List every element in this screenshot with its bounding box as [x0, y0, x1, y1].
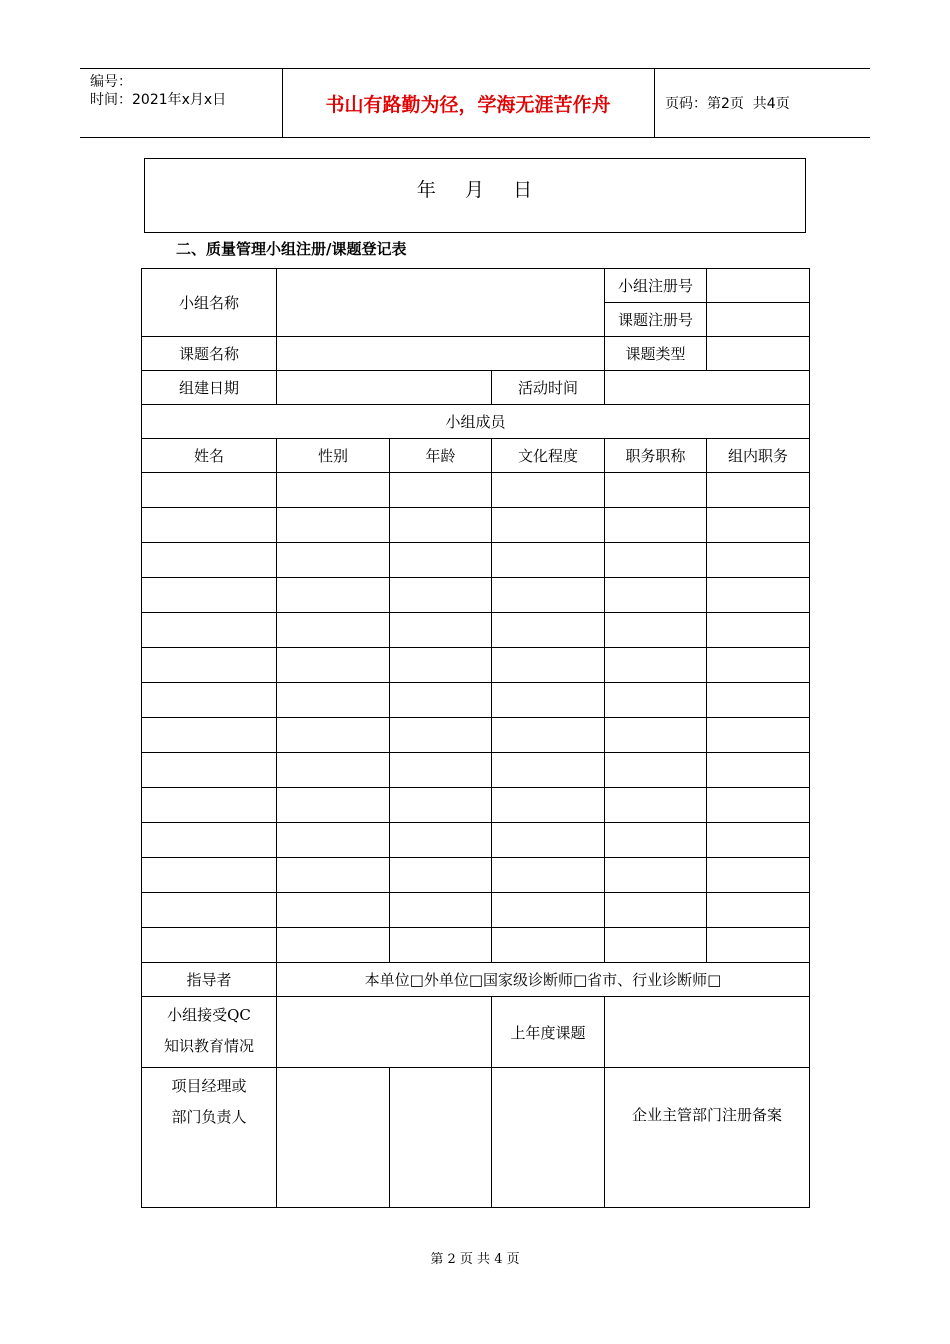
member-cell[interactable] [142, 893, 277, 928]
member-cell[interactable] [492, 788, 605, 823]
qc-education-label [142, 997, 277, 1068]
member-column-header: 年龄 [390, 439, 492, 473]
member-row [142, 858, 810, 893]
members-title: 小组成员 [142, 405, 810, 439]
group-reg-no-field[interactable] [707, 269, 810, 303]
manager-field[interactable] [390, 1068, 492, 1208]
member-cell[interactable] [605, 683, 707, 718]
member-cell[interactable] [277, 683, 390, 718]
member-cell[interactable] [605, 613, 707, 648]
member-cell[interactable] [707, 753, 810, 788]
member-cell[interactable] [390, 508, 492, 543]
topic-reg-no-field[interactable] [707, 303, 810, 337]
member-cell[interactable] [492, 508, 605, 543]
member-row [142, 753, 810, 788]
member-row [142, 578, 810, 613]
member-cell[interactable] [605, 543, 707, 578]
topic-type-label: 课题类型 [605, 337, 707, 371]
document-number-label: 编号： [90, 74, 132, 90]
member-cell[interactable] [707, 613, 810, 648]
member-cell[interactable] [277, 473, 390, 508]
member-cell[interactable] [277, 578, 390, 613]
member-cell[interactable] [390, 648, 492, 683]
manager-label-line1: 项目经理或 [171, 1077, 247, 1095]
member-cell[interactable] [605, 893, 707, 928]
header-page-info: 页码：第2页 共4页 [665, 96, 790, 112]
member-cell[interactable] [707, 578, 810, 613]
qc-education-field[interactable] [277, 997, 492, 1068]
member-cell[interactable] [605, 858, 707, 893]
activity-time-field[interactable] [605, 371, 810, 405]
member-cell[interactable] [605, 753, 707, 788]
member-cell[interactable] [390, 858, 492, 893]
member-cell[interactable] [390, 473, 492, 508]
qc-education-label-line1: 小组接受QC [167, 1006, 251, 1024]
member-cell[interactable] [390, 753, 492, 788]
member-cell[interactable] [707, 823, 810, 858]
member-cell[interactable] [492, 473, 605, 508]
group-name-field[interactable] [277, 269, 605, 337]
manager-label [142, 1068, 277, 1208]
date-box [144, 158, 806, 233]
manager-field[interactable] [492, 1068, 605, 1208]
member-cell[interactable] [492, 648, 605, 683]
member-cell[interactable] [707, 543, 810, 578]
page-footer: 第 2 页 共 4 页 [430, 1252, 520, 1267]
member-cell[interactable] [492, 823, 605, 858]
member-column-header: 文化程度 [492, 439, 605, 473]
member-cell[interactable] [492, 578, 605, 613]
group-name-label: 小组名称 [142, 269, 277, 337]
member-row [142, 613, 810, 648]
member-row [142, 928, 810, 963]
member-cell[interactable] [142, 683, 277, 718]
member-cell[interactable] [142, 508, 277, 543]
member-cell[interactable] [390, 718, 492, 753]
member-cell[interactable] [390, 893, 492, 928]
member-cell[interactable] [707, 788, 810, 823]
member-cell[interactable] [277, 823, 390, 858]
member-cell[interactable] [277, 543, 390, 578]
member-cell[interactable] [492, 543, 605, 578]
topic-reg-no-label: 课题注册号 [605, 303, 707, 337]
member-cell[interactable] [707, 893, 810, 928]
member-cell[interactable] [277, 893, 390, 928]
group-reg-no-label: 小组注册号 [605, 269, 707, 303]
member-row [142, 788, 810, 823]
member-cell[interactable] [142, 648, 277, 683]
member-row [142, 893, 810, 928]
member-cell[interactable] [390, 823, 492, 858]
founded-date-field[interactable] [277, 371, 492, 405]
member-cell[interactable] [707, 683, 810, 718]
member-cell[interactable] [707, 648, 810, 683]
member-cell[interactable] [390, 543, 492, 578]
member-cell[interactable] [142, 718, 277, 753]
member-row [142, 508, 810, 543]
advisor-options[interactable]: 本单位□外单位□国家级诊断师□省市、行业诊断师□ [277, 963, 810, 997]
date-text: 年 月 日 [416, 179, 534, 201]
document-time-label: 时间：2021年x月x日 [90, 92, 227, 108]
member-column-header: 姓名 [142, 439, 277, 473]
member-header-row [142, 439, 810, 473]
member-cell[interactable] [277, 753, 390, 788]
member-cell[interactable] [605, 788, 707, 823]
member-cell[interactable] [277, 718, 390, 753]
member-cell[interactable] [707, 508, 810, 543]
member-cell[interactable] [492, 683, 605, 718]
member-column-header: 职务职称 [605, 439, 707, 473]
registration-form [141, 268, 810, 1208]
manager-field[interactable] [277, 1068, 390, 1208]
header-divider [654, 69, 655, 137]
member-cell[interactable] [277, 613, 390, 648]
topic-name-label: 课题名称 [142, 337, 277, 371]
topic-type-field[interactable] [707, 337, 810, 371]
section-title: 二、质量管理小组注册/课题登记表 [176, 240, 407, 258]
member-cell[interactable] [142, 613, 277, 648]
member-row [142, 543, 810, 578]
registration-label: 企业主管部门注册备案 [605, 1068, 810, 1208]
member-row [142, 648, 810, 683]
member-row [142, 683, 810, 718]
manager-label-line2: 部门负责人 [171, 1108, 247, 1126]
member-cell[interactable] [277, 858, 390, 893]
member-cell[interactable] [390, 788, 492, 823]
member-cell[interactable] [707, 718, 810, 753]
member-cell[interactable] [492, 858, 605, 893]
last-year-topic-label: 上年度课题 [492, 997, 605, 1068]
topic-name-field[interactable] [277, 337, 605, 371]
header-meta [90, 73, 226, 109]
member-cell[interactable] [707, 928, 810, 963]
header-motto: 书山有路勤为径，学海无涯苦作舟 [325, 93, 611, 116]
member-cell[interactable] [492, 753, 605, 788]
member-cell[interactable] [142, 858, 277, 893]
member-cell[interactable] [277, 928, 390, 963]
member-cell[interactable] [707, 858, 810, 893]
member-cell[interactable] [605, 648, 707, 683]
member-cell[interactable] [142, 578, 277, 613]
member-cell[interactable] [390, 578, 492, 613]
qc-education-label-line2: 知识教育情况 [163, 1037, 254, 1055]
member-cell[interactable] [605, 508, 707, 543]
member-row [142, 718, 810, 753]
member-cell[interactable] [707, 473, 810, 508]
member-cell[interactable] [142, 473, 277, 508]
member-cell[interactable] [142, 753, 277, 788]
member-cell[interactable] [142, 788, 277, 823]
member-cell[interactable] [390, 683, 492, 718]
member-cell[interactable] [142, 543, 277, 578]
member-cell[interactable] [277, 788, 390, 823]
activity-time-label: 活动时间 [492, 371, 605, 405]
member-cell[interactable] [390, 928, 492, 963]
advisor-label: 指导者 [142, 963, 277, 997]
member-row [142, 823, 810, 858]
member-cell[interactable] [492, 928, 605, 963]
member-cell[interactable] [390, 613, 492, 648]
member-cell[interactable] [605, 928, 707, 963]
member-cell[interactable] [492, 893, 605, 928]
member-cell[interactable] [277, 508, 390, 543]
member-cell[interactable] [605, 473, 707, 508]
member-cell[interactable] [142, 928, 277, 963]
last-year-topic-field[interactable] [605, 997, 810, 1068]
page-header [80, 68, 870, 138]
member-cell[interactable] [277, 648, 390, 683]
member-cell[interactable] [605, 578, 707, 613]
member-cell[interactable] [605, 718, 707, 753]
member-row [142, 473, 810, 508]
member-cell[interactable] [492, 718, 605, 753]
member-column-header: 性别 [277, 439, 390, 473]
member-cell[interactable] [605, 823, 707, 858]
member-column-header: 组内职务 [707, 439, 810, 473]
founded-date-label: 组建日期 [142, 371, 277, 405]
member-cell[interactable] [142, 823, 277, 858]
member-cell[interactable] [492, 613, 605, 648]
